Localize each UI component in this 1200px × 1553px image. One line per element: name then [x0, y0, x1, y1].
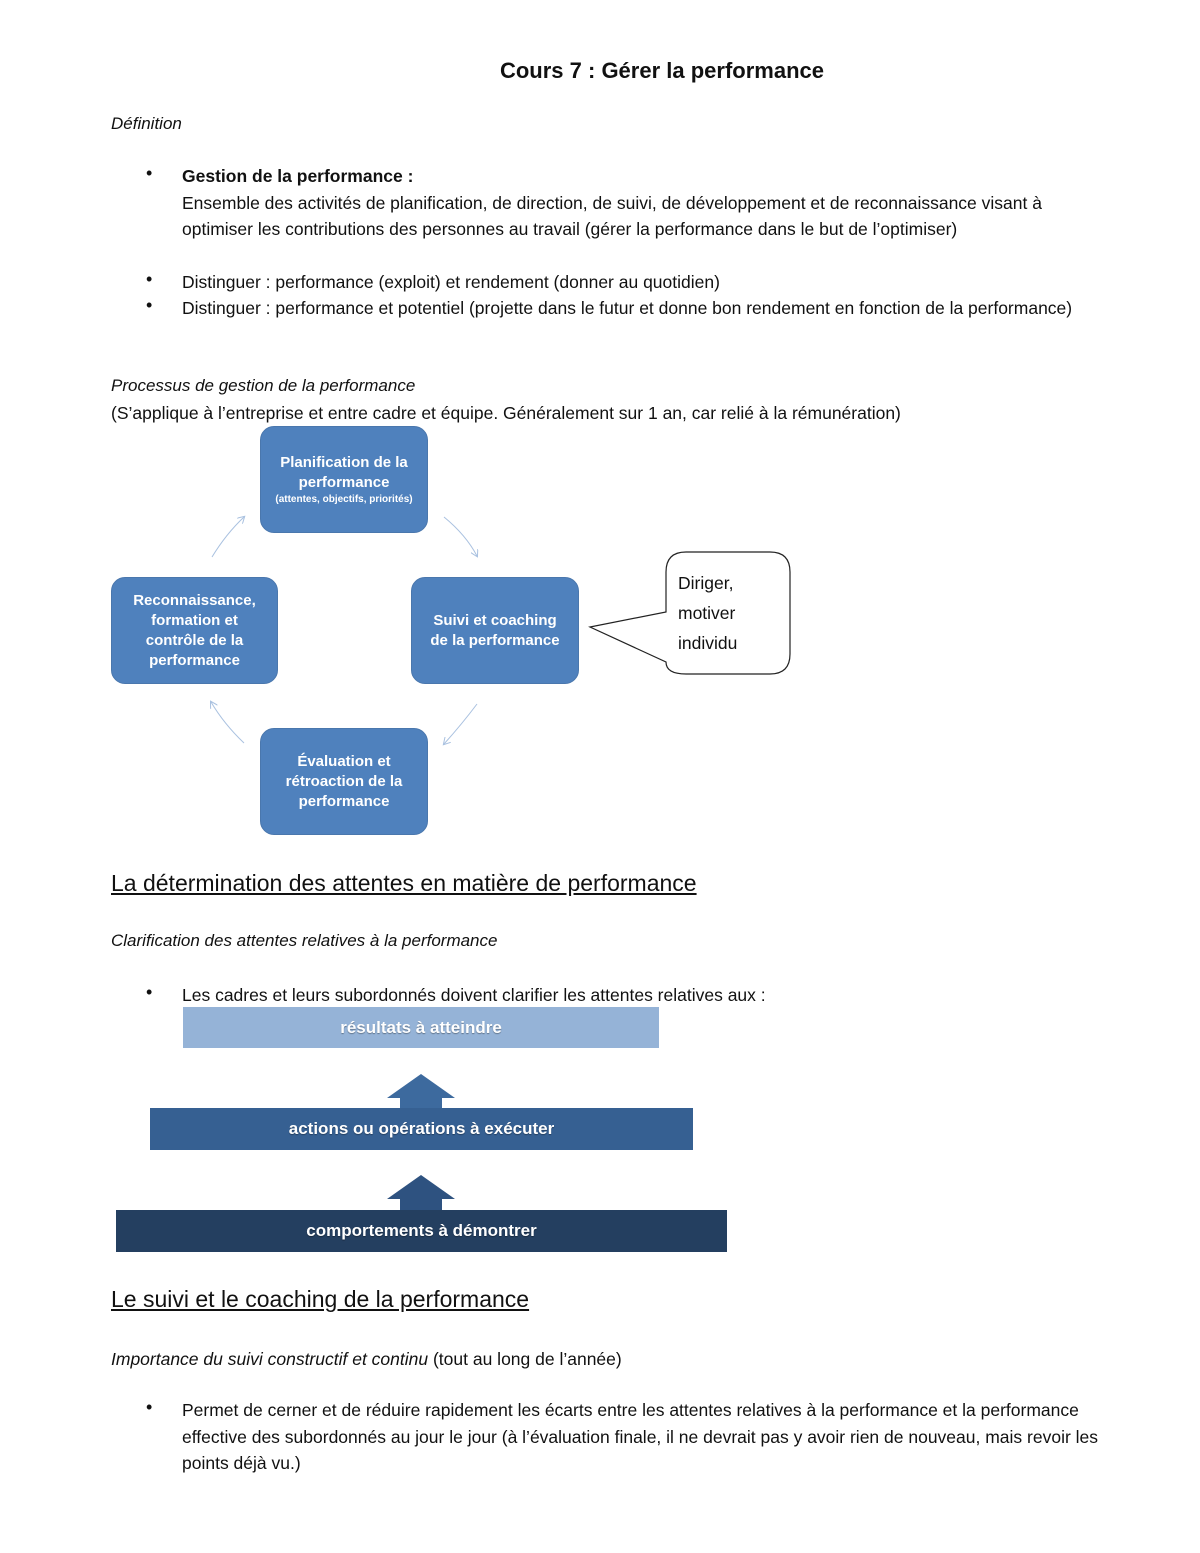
- up-arrow-icon: [387, 1175, 455, 1210]
- bullet-icon: •: [146, 982, 153, 1002]
- callout-line: motiver: [678, 603, 736, 623]
- bullet-text: Permet de cerner et de réduire rapidement les écarts entre les attentes relatives à la performance et la performance effective des subordonnés au jour le jour (à l’évaluation finale, il ne devrait pas y avoir rien de nouveau, mais revoir les points déjà vu.): [182, 1400, 1099, 1473]
- process-note: (S’applique à l’entreprise et entre cadre et équipe. Généralement sur 1 an, car relié à la rémunération): [111, 403, 901, 423]
- reconnaissance-label: Reconnaissance, formation et contrôle de la performance: [133, 591, 256, 669]
- definition-heading: Définition: [111, 114, 182, 133]
- coaching-subheading-rest: (tout au long de l’année): [428, 1349, 622, 1369]
- bullet-icon: •: [146, 295, 153, 315]
- planning-label: Planification de la: [280, 454, 408, 471]
- bullet-icon: •: [146, 269, 153, 289]
- bullet-icon: •: [146, 163, 153, 183]
- page-title: Cours 7 : Gérer la performance: [499, 58, 824, 83]
- arrow-suivi-to-eval: [444, 704, 477, 744]
- planning-label-2: performance: [298, 474, 390, 491]
- bullet-text: Les cadres et leurs subordonnés doivent clarifier les attentes relatives aux :: [182, 985, 766, 1005]
- bar-actions: actions ou opérations à exécuter: [150, 1108, 693, 1150]
- callout-text: [678, 568, 737, 658]
- diagram-box-planning: [260, 426, 428, 533]
- coaching-subheading: [111, 1346, 622, 1373]
- bullet-icon: •: [146, 1397, 153, 1417]
- up-arrow-icon: [387, 1074, 455, 1108]
- callout-line: Diriger,: [678, 573, 734, 593]
- bullet-text: Distinguer : performance et potentiel (projette dans le futur et donne bon rendement en fonction de la performance): [182, 298, 1073, 318]
- bar-results: résultats à atteindre: [183, 1007, 659, 1048]
- suivi-label: Suivi et coaching de la performance: [430, 611, 560, 649]
- diagram-box-suivi: [411, 577, 579, 684]
- arrow-eval-to-recon: [211, 702, 244, 743]
- arrow-plan-to-suivi: [444, 517, 477, 556]
- definition-term: Gestion de la performance :: [182, 166, 414, 186]
- bullet-text: Distinguer : performance (exploit) et rendement (donner au quotidien): [182, 272, 720, 292]
- diagram-box-evaluation: [260, 728, 428, 835]
- section-heading-coaching: Le suivi et le coaching de la performance: [111, 1286, 530, 1312]
- expectations-subheading: Clarification des attentes relatives à la performance: [111, 931, 498, 950]
- definition-text: Ensemble des activités de planification, de direction, de suivi, de développement et de reconnaissance visant à optimiser les contributions des personnes au travail (gérer la performance dans le but de l’optimiser): [182, 192, 1042, 239]
- bar-behaviours: comportements à démontrer: [116, 1210, 727, 1252]
- coaching-subheading-italic: Importance du suivi constructif et continu: [111, 1349, 429, 1369]
- evaluation-label: Évaluation et rétroaction de la performance: [285, 752, 403, 810]
- callout-line: individu: [678, 633, 738, 653]
- arrow-recon-to-plan: [212, 517, 244, 557]
- section-heading-expectations: La détermination des attentes en matière de performance: [111, 870, 697, 896]
- diagram-box-reconnaissance: [111, 577, 278, 684]
- planning-sublabel: (attentes, objectifs, priorités): [275, 494, 413, 505]
- process-heading: Processus de gestion de la performance: [111, 376, 416, 395]
